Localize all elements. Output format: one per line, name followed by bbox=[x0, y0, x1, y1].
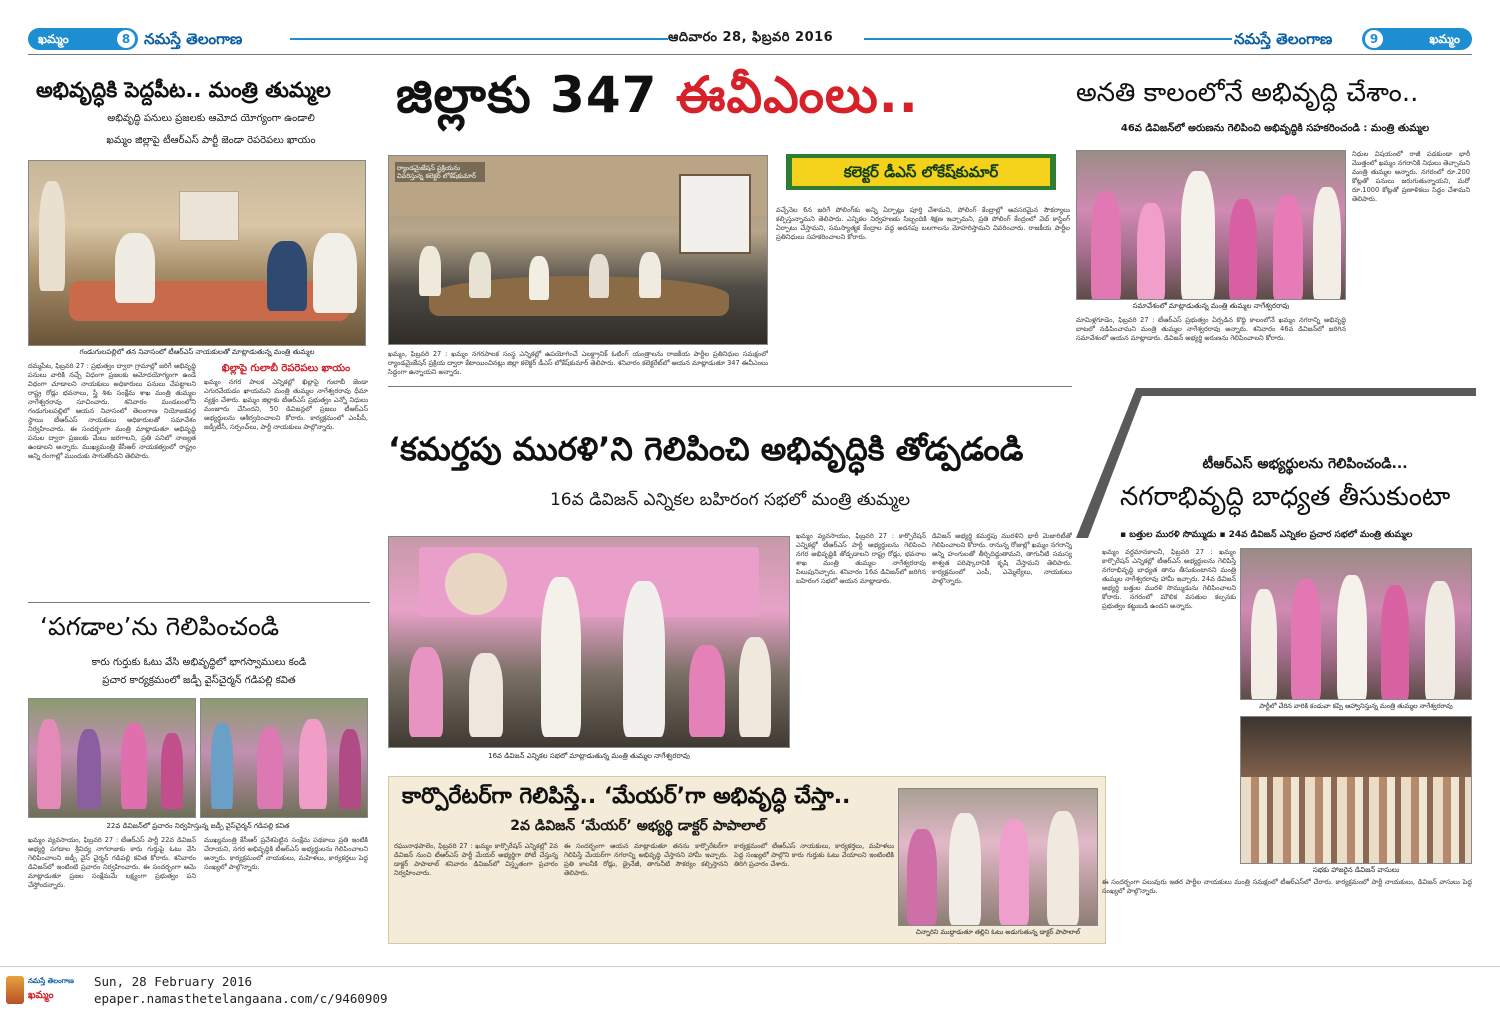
attendee-figure bbox=[589, 254, 609, 298]
attendee-figure bbox=[419, 246, 441, 296]
footer bbox=[0, 968, 1500, 1013]
campaigner-figure bbox=[211, 723, 233, 809]
attendee-figure bbox=[1229, 199, 1257, 300]
right-mid-headline: నగరాభివృద్ధి బాధ్యత తీసుకుంటా bbox=[1120, 482, 1451, 512]
right-mid-kicker: టీఆర్ఎస్ అభ్యర్థులను గెలిపించండి... bbox=[1202, 456, 1408, 472]
attendee-figure bbox=[1251, 589, 1277, 700]
center-bottom-body-3: కార్యక్రమంలో టీఆర్ఎస్ నాయకులు, కార్యకర్తలు, మహిళలు పెద్ద సంఖ్యలో పాల్గొని కారు గుర్తుకు ఓటు వేయాలని ఇంటింటికి తిరిగి ప్రచారం చేశారు. bbox=[734, 842, 894, 868]
photo-campaign-1 bbox=[28, 698, 196, 818]
right-page-number: 9 bbox=[1365, 30, 1383, 48]
right-top-subhead: 46వ డివిజన్‌లో అరుణను గెలిపించి అభివృద్ధికి సహకరించండి : మంత్రి తుమ్మల bbox=[1120, 123, 1430, 134]
logo-label-2: ఖమ్మం bbox=[28, 990, 54, 1001]
seated-figure bbox=[409, 647, 443, 737]
left-district: ఖమ్మం bbox=[38, 32, 69, 46]
photo-party-joining bbox=[1240, 548, 1472, 700]
right-district: ఖమ్మం bbox=[1429, 32, 1460, 46]
center-bottom-body-2: ఈ సందర్భంగా ఆయన మాట్లాడుతూ తనను కార్పొరేటర్‌గా గెలిపిస్తే మేయర్‌గా నగరాన్ని అభివృద్ధి చేస్తానని హామీ ఇచ్చారు. ప్రతి కాలనీకి రోడ్లు, డ్రైనేజీ, తాగునీటి సౌకర్యం కల్పిస్తానని తెలిపారు. bbox=[564, 842, 728, 877]
collector-tag bbox=[786, 154, 1056, 190]
footer-date: Sun, 28 February 2016 bbox=[94, 974, 253, 989]
attendee-figure bbox=[1091, 191, 1121, 300]
seated-figure-2 bbox=[267, 241, 307, 311]
center-top-headline-prefix: జిల్లాకు 347 bbox=[396, 66, 676, 124]
supporter-figure bbox=[999, 819, 1029, 925]
center-bottom-body-1: రఘునాథపాలెం, ఫిబ్రవరి 27 : ఖమ్మం కార్పొరేషన్ ఎన్నికల్లో 2వ డివిజన్ నుంచి టీఆర్ఎస్ పార్టీ మేయర్ అభ్యర్థిగా పోటీ చేస్తున్న డాక్టర్ పాపాలాల్ శనివారం డివిజన్‌లో విస్తృతంగా ప్రచారం నిర్వహించారు. bbox=[394, 842, 558, 877]
crowd-pattern bbox=[1241, 777, 1472, 864]
left-top-sub-headline: ఖిల్లాపై గులాబీ రెపరెపలు ఖాయం bbox=[221, 363, 351, 374]
center-top-headline-suffix: ఈవీఎంలు.. bbox=[675, 66, 919, 124]
left-mid-subhead-1: కారు గుర్తుకు ఓటు వేసి అభివృద్ధిలో భాగస్వాములు కండి bbox=[91, 657, 307, 668]
center-divider-top bbox=[388, 386, 1072, 387]
masthead-underline bbox=[28, 54, 1472, 55]
photo-public-meeting bbox=[388, 536, 790, 748]
center-mid-body-2: డివిజన్ అభ్యర్థి కమర్తపు మురళిని భారీ మెజారిటీతో గెలిపించాలని కోరారు. రానున్న రోజుల్లో ఖమ్మం నగరాన్ని అన్ని హంగులతో తీర్చిదిద్దుతామని, తాగునీటి సమస్య శాశ్వత పరిష్కారానికి కృషి చేస్తామని తెలిపారు. కార్యక్రమంలో ఎంపీ, ఎమ్మెల్యేలు, నాయకులు పాల్గొన్నారు. bbox=[932, 532, 1072, 585]
seated-figure bbox=[689, 645, 725, 737]
standing-man-figure bbox=[39, 181, 65, 291]
attendee-figure bbox=[1137, 203, 1165, 300]
collector-tag-label: కలెక్టర్ డీఎస్ లోకేష్‌కుమార్ bbox=[792, 158, 1050, 186]
campaigner-figure bbox=[299, 719, 327, 809]
right-top-photo-caption: సమావేశంలో మాట్లాడుతున్న మంత్రి తుమ్మల నాగేశ్వరరావు bbox=[1132, 302, 1290, 310]
right-mid-body-2: ఈ సందర్భంగా పలువురు ఇతర పార్టీల నాయకులు మంత్రి సమక్షంలో టీఆర్ఎస్‌లో చేరారు. కార్యక్రమంలో పార్టీ నాయకులు, డివిజన్ వాసులు పెద్ద సంఖ్యలో పాల్గొన్నారు. bbox=[1102, 878, 1472, 895]
center-top-body-1: ఖమ్మం, ఫిబ్రవరి 27 : ఖమ్మం నగరపాలక సంస్థ ఎన్నికల్లో ఉపయోగించే ఎలక్ట్రానిక్ ఓటింగ్ యంత్రాలను రాజకీయ పార్టీల ప్రతినిధుల సమక్షంలో ర్యాండమైజేషన్ ప్రక్రియ ద్వారా కేటాయించినట్లు జిల్లా కలెక్టర్ డీఎస్ లోకేష్‌కుమార్ తెలిపారు. శనివారం కలెక్టరేట్‌లో ఆయన మాట్లాడుతూ 347 ఈవీఎంలు సిద్ధంగా ఉన్నాయని అన్నారు. bbox=[388, 350, 768, 376]
campaigner-figure bbox=[161, 733, 183, 809]
seated-figure-1 bbox=[115, 233, 155, 303]
right-mid-subhead: ▪ బత్తుల మురళి సొమ్ముడు ▪ 24వ డివిజన్ ఎన్నికల ప్రచార సభలో మంత్రి తుమ్మల bbox=[1120, 530, 1413, 540]
left-top-body-2: ఖమ్మం నగర పాలక ఎన్నికల్లో ఖిల్లాపై గులాబీ జెండా ఎగురవేయడం ఖాయమని మంత్రి తుమ్మల నాగేశ్వరరావు ధీమా వ్యక్తం చేశారు. ఖమ్మం జిల్లాకు టీఆర్ఎస్ ప్రభుత్వం ఎన్నో నిధులు మంజూరు చేసిందని, 50 డివిజన్లలో ప్రజలు టీఆర్ఎస్ అభ్యర్థులను ఆశీర్వదించాలని కోరారు. కార్యక్రమంలో ఎంపీపీ, జడ్పీటీసీ, సర్పంచ్‌లు, పార్టీ నాయకులు పాల్గొన్నారు. bbox=[204, 378, 368, 431]
attendee-figure bbox=[469, 252, 491, 298]
right-mid-photo-caption-1: పార్టీలో చేరిన వారికి కండువా కప్పి ఆహ్వానిస్తున్న మంత్రి తుమ్మల నాగేశ్వరరావు bbox=[1259, 702, 1453, 710]
center-bottom-photo-caption: చిన్నారిని ముద్దాడుతూ తల్లిని ఓటు అడుగుతున్న డాక్టర్ పాపాలాల్ bbox=[915, 928, 1081, 936]
photo-meeting-residence bbox=[28, 160, 366, 346]
campaigner-figure bbox=[37, 719, 61, 809]
window-shape bbox=[179, 191, 239, 241]
photo-campaign-2 bbox=[200, 698, 368, 818]
woman-with-child-figure bbox=[907, 829, 937, 925]
right-mid-photo-caption-2: సభకు హాజరైన డివిజన్ వాసులు bbox=[1312, 866, 1400, 874]
left-mid-subhead-2: ప్రచార కార్యక్రమంలో జడ్పీ వైస్‌చైర్మన్ గడిపల్లి కవిత bbox=[102, 675, 296, 686]
attendee-figure bbox=[1273, 195, 1303, 300]
leader-portrait bbox=[445, 553, 507, 615]
left-top-body-1: దమ్మపేట, ఫిబ్రవరి 27 : ప్రభుత్వం ద్వారా గ్రామాల్లో జరిగే అభివృద్ధి పనులు వారికి నచ్చే విధంగా ప్రజలకు ఆమోదయోగ్యంగా ఉండే విధంగా చూడాలని నాయకులు అధికారులు పనులు చేపట్టాలని రాష్ట్ర రోడ్లు భవనాలు, స్త్రీ శిశు సంక్షేమ శాఖ మంత్రి తుమ్మల నాగేశ్వరరావు సూచించారు. శనివారం మండలంలోని గండుగులపల్లిలో ఆయన నివాసంలో తెలంగాణ నియోజకవర్గ స్థాయి టీఆర్ఎస్ నాయకులు అధికారులతో సమావేశం నిర్వహించారు. ఈ సందర్భంగా మంత్రి మాట్లాడుతూ అభివృద్ధి పనుల ద్వారా ప్రజలకు మేలు జరగాలని, ప్రతి పనిలో నాణ్యత ఉండాలని అన్నారు. ముఖ్యమంత్రి కేసీఆర్ నాయకత్వంలో రాష్ట్రం అన్ని రంగాల్లో ముందుకు సాగుతోందని తెలిపారు. bbox=[28, 362, 196, 460]
right-top-body-2: మామిళ్లగూడెం, ఫిబ్రవరి 27 : టీఆర్ఎస్ ప్రభుత్వం ఏర్పడిన కొద్ది కాలంలోనే ఖమ్మం నగరాన్ని అభివృద్ధి బాటలో నడిపించామని మంత్రి తుమ్మల నాగేశ్వరరావు అన్నారు. శనివారం 46వ డివిజన్‌లో జరిగిన సమావేశంలో ఆయన మాట్లాడారు. డివిజన్ అభ్యర్థి అరుణను గెలిపించాలని కోరారు. bbox=[1076, 316, 1346, 342]
footer-rule bbox=[0, 966, 1500, 967]
namasthe-telangaana-logo bbox=[6, 974, 88, 1006]
left-top-subhead-2: ఖమ్మం జిల్లాపై టీఆర్ఎస్ పార్టీ జెండా రెపరెపలు ఖాయం bbox=[106, 135, 316, 146]
attendee-figure bbox=[639, 252, 661, 298]
center-mid-subhead: 16వ డివిజన్ ఎన్నికల బహిరంగ సభలో మంత్రి తుమ్మల bbox=[549, 490, 911, 510]
left-mid-body-1: ఖమ్మం వ్యవసాయం, ఫిబ్రవరి 27 : టీఆర్ఎస్ పార్టీ 22వ డివిజన్ అభ్యర్థి పగడాల శ్రీవిద్య నాగరాజుకు కారు గుర్తుపై ఓటు వేసి గెలిపించాలని జడ్పీ వైస్ చైర్మన్ గడిపల్లి కవిత కోరారు. శనివారం డివిజన్‌లో ఇంటింటి ప్రచారం నిర్వహించారు. ఈ సందర్భంగా ఆమె మాట్లాడుతూ ప్రజల సంక్షేమమే లక్ష్యంగా ప్రభుత్వం పని చేస్తోందన్నారు. bbox=[28, 836, 196, 889]
center-mid-photo-caption: 16వ డివిజన్ ఎన్నికల సభలో మాట్లాడుతున్న మంత్రి తుమ్మల నాగేశ్వరరావు bbox=[488, 752, 690, 760]
minister-figure bbox=[1337, 575, 1367, 700]
supporter-figure bbox=[1047, 811, 1079, 925]
campaigner-figure bbox=[121, 723, 147, 809]
photo-meeting-audience bbox=[1240, 716, 1472, 864]
right-brand: నమస్తే తెలంగాణ bbox=[1234, 30, 1333, 48]
right-top-body-1: నిధుల విషయంలో రాజీ పడకుండా భారీ మొత్తంలో ఖమ్మం నగరానికి నిధులు తెచ్చామని మంత్రి తుమ్మల అన్నారు. నగరంలో రూ.200 కోట్లతో పనులు జరుగుతున్నాయని, మరో రూ.1000 కోట్లతో ప్రణాళికలు సిద్ధం చేశామని తెలిపారు. bbox=[1352, 150, 1470, 203]
logo-emblem-icon bbox=[6, 976, 24, 1004]
left-mid-headline: ‘పగడాల’ను గెలిపించండి bbox=[40, 612, 280, 641]
attendee-figure bbox=[1381, 585, 1409, 700]
seated-figure bbox=[739, 637, 771, 737]
left-top-subhead-1: అభివృద్ధి పనులు ప్రజలకు ఆమోద యోగ్యంగా ఉండాలి bbox=[107, 113, 315, 124]
candidate-figure bbox=[623, 581, 665, 737]
logo-label-1: నమస్తే తెలంగాణ bbox=[28, 977, 74, 985]
sofa-shape bbox=[69, 281, 349, 321]
left-top-headline: అభివృద్ధికి పెద్దపీట.. మంత్రి తుమ్మల bbox=[36, 78, 331, 102]
campaigner-figure bbox=[77, 729, 101, 809]
attendee-figure bbox=[1291, 579, 1321, 700]
masthead-rule-right bbox=[864, 38, 1232, 40]
center-top-headline bbox=[396, 66, 919, 137]
center-mid-body-1: ఖమ్మం వ్యవసాయం, ఫిబ్రవరి 27 : కార్పొరేషన్ ఎన్నికల్లో టీఆర్ఎస్ పార్టీ అభ్యర్థులను గెలిపించి నగర అభివృద్ధికి తోడ్పడాలని రాష్ట్ర రోడ్లు, భవనాల శాఖ మంత్రి తుమ్మల నాగేశ్వరరావు పిలుపునిచ్చారు. శనివారం 16వ డివిజన్‌లో జరిగిన బహిరంగ సభలో ఆయన మాట్లాడారు. bbox=[796, 532, 926, 585]
issue-date: ఆదివారం 28, ఫిబ్రవరి 2016 bbox=[668, 30, 834, 45]
campaigner-figure bbox=[339, 729, 361, 809]
center-top-body-2: వచ్చేనెల 6న జరిగే పోలింగ్‌కు అన్ని ఏర్పాట్లు పూర్తి చేశామని, పోలింగ్ కేంద్రాల్లో అవసరమైన సౌకర్యాలు కల్పిస్తున్నామని తెలిపారు. ఎన్నికల నిర్వహణకు సిబ్బందికి శిక్షణ ఇచ్చామని, ప్రతి పోలింగ్ కేంద్రంలో వెబ్ కాస్టింగ్ ఏర్పాటు చేస్తామని, సమస్యాత్మక కేంద్రాల వద్ద అదనపు బలగాలను మోహరిస్తామని వివరించారు. రాజకీయ పార్టీల ప్రతినిధులు సహకరించాలని కోరారు. bbox=[776, 206, 1070, 241]
masthead-rule-left bbox=[290, 38, 668, 40]
left-page-pill bbox=[28, 28, 138, 50]
photo-46th-division-meeting bbox=[1076, 150, 1346, 300]
photo-mayor-candidate bbox=[898, 788, 1098, 926]
left-brand: నమస్తే తెలంగాణ bbox=[144, 30, 243, 48]
center-bottom-headline: కార్పొరేటర్‌గా గెలిపిస్తే.. ‘మేయర్’గా అభివృద్ధి చేస్తా.. bbox=[402, 784, 851, 809]
center-bottom-subhead: 2వ డివిజన్ ‘మేయర్’ అభ్యర్థి డాక్టర్ పాపాలాల్ bbox=[510, 818, 766, 834]
attendee-figure bbox=[529, 256, 549, 300]
campaigner-figure bbox=[257, 727, 283, 809]
attendee-figure bbox=[1313, 187, 1341, 300]
masthead bbox=[28, 28, 1472, 50]
center-top-photo-caption: ర్యాండమైజేషన్ ప్రక్రియను వివరిస్తున్న కలెక్టర్ లోకేష్‌కుమార్ bbox=[395, 162, 485, 182]
seated-figure-3 bbox=[313, 233, 357, 313]
minister-figure bbox=[1181, 171, 1215, 300]
speaker-figure bbox=[541, 577, 581, 737]
right-mid-body-1: ఖమ్మం వర్ధమానకాలనీ, ఫిబ్రవరి 27 : ఖమ్మం కార్పొరేషన్ ఎన్నికల్లో టీఆర్ఎస్ అభ్యర్థులను గెలిపిస్తే నగరాభివృద్ధి బాధ్యత తాను తీసుకుంటానని మంత్రి తుమ్మల నాగేశ్వరరావు హామీ ఇచ్చారు. 24వ డివిజన్ అభ్యర్థి బత్తుల మురళి సొమ్ముడును గెలిపించాలని కోరారు. నగరంలో మౌలిక వసతుల కల్పనకు ప్రభుత్వం కట్టుబడి ఉందని అన్నారు. bbox=[1102, 548, 1236, 610]
left-mid-body-2: ముఖ్యమంత్రి కేసీఆర్ ప్రవేశపెట్టిన సంక్షేమ పథకాలు ప్రతి ఇంటికి చేరాయని, నగర అభివృద్ధికి టీఆర్ఎస్ అభ్యర్థులను గెలిపించాలని అన్నారు. కార్యక్రమంలో నాయకులు, మహిళలు, కార్యకర్తలు పెద్ద సంఖ్యలో పాల్గొన్నారు. bbox=[204, 836, 368, 871]
right-top-headline: అనతి కాలంలోనే అభివృద్ధి చేశాం.. bbox=[1076, 78, 1419, 108]
left-page-number: 8 bbox=[117, 30, 135, 48]
left-top-photo-caption: గండుగులపల్లిలో తన నివాసంలో టీఆర్ఎస్ నాయకులతో మాట్లాడుతున్న మంత్రి తుమ్మల bbox=[79, 348, 315, 356]
center-mid-headline: ‘కమర్తపు మురళి’ని గెలిపించి అభివృద్ధికి తోడ్పడండి bbox=[388, 430, 1024, 468]
seated-figure bbox=[469, 653, 503, 737]
left-divider bbox=[28, 602, 370, 603]
candidate-figure bbox=[949, 813, 981, 925]
attendee-figure bbox=[1425, 581, 1455, 700]
footer-url[interactable]: epaper.namasthetelangaana.com/c/9460909 bbox=[94, 991, 388, 1006]
projector-screen bbox=[679, 174, 751, 254]
left-mid-photo-caption: 22వ డివిజన్‌లో ప్రచారం నిర్వహిస్తున్న జడ్పీ వైస్‌చైర్మన్ గడిపల్లి కవిత bbox=[106, 822, 290, 830]
right-page-pill bbox=[1362, 28, 1472, 50]
photo-evm-randomization bbox=[388, 155, 768, 345]
